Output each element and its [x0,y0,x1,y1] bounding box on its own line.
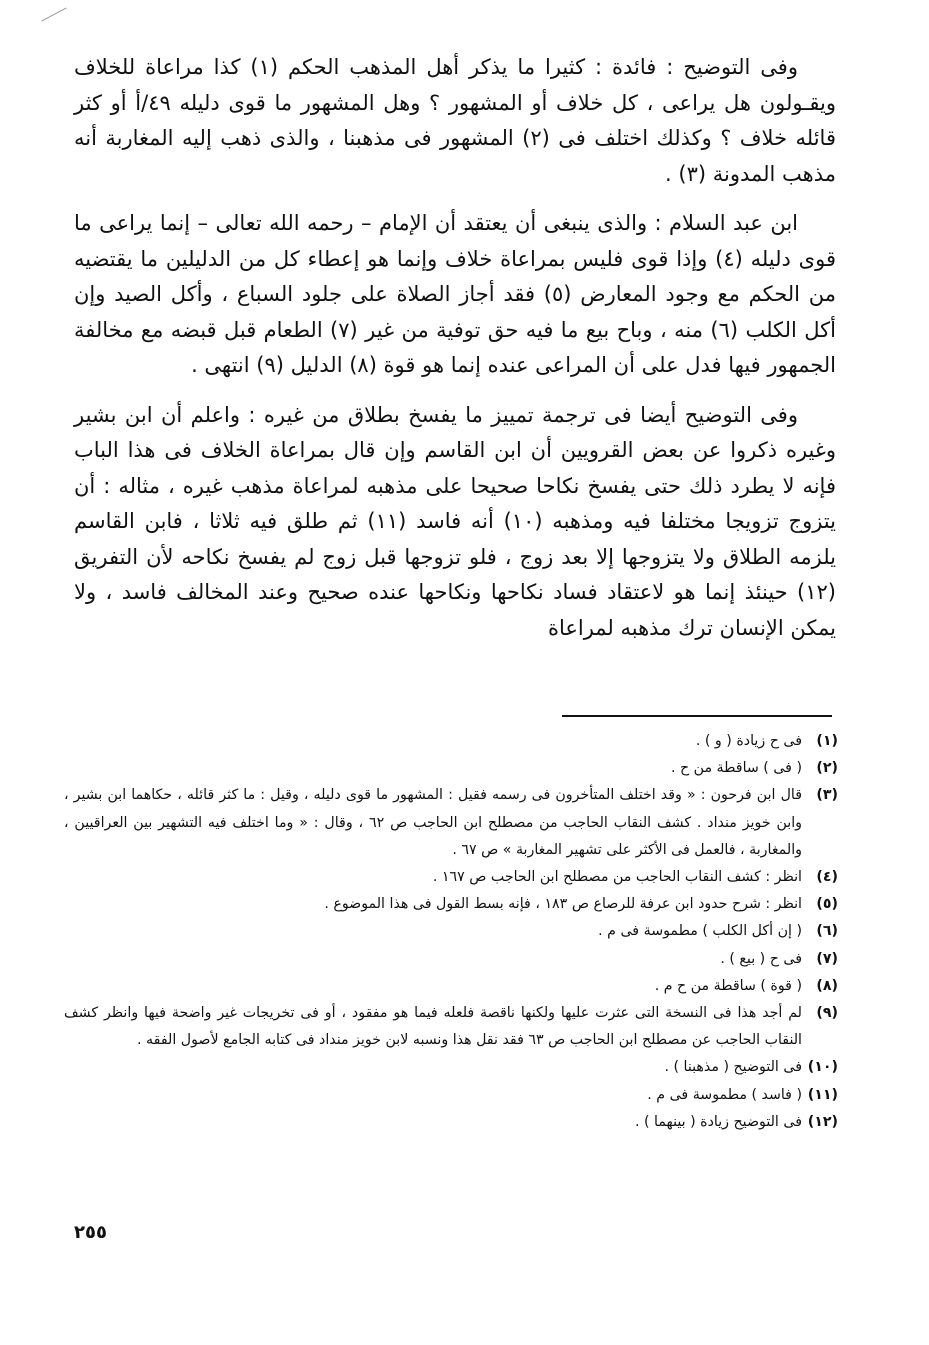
footnote-text: ( فاسد ) مطموسة فى م . [647,1086,802,1103]
footnote-text: ( فى ) ساقطة من ح . [670,760,802,777]
paragraph: وفى التوضيح : فائدة : كثيرا ما يذكر أهل المذهب الحكم (١) كذا مراعاة للخلاف ويقـولون هل يراعى ، كل خلاف أو المشهور ؟ وهل المشهور ما قوى دليله ٤٩/أ أو كثر قائله خلاف ؟ وكذلك اختلف فى (٢) المشهور فى مذهبنا ، والذى ذهب إليه المغاربة أنه مذهب المدونة (٣) . [74,55,836,186]
footnote [64,1054,838,1081]
footnote [64,728,838,755]
footnote [64,1000,838,1054]
footnote-text: فى التوضيح ( مذهبنا ) . [664,1059,802,1076]
footnote-text: انظر : شرح حدود ابن عرفة للرصاع ص ١٨٣ ، فإنه بسط القول فى هذا الموضوع . [324,896,802,913]
footnote [64,918,838,945]
footnote-number: (٩) [816,1005,838,1022]
footnote-number: (٤) [816,869,838,886]
footnote-text: انظر : كشف النقاب الحاجب من مصطلح ابن الحاجب ص ١٦٧ . [432,869,802,886]
footnote [64,1109,838,1136]
scan-mark [41,7,66,21]
footnote-text: قال ابن فرحون : « وقد اختلف المتأخرون فى رسمه فقيل : المشهور ما قوى دليله ، وقيل : ما كثر قائله ، حكاهما ابن بشير ، وابن خويز منداد . كشف النقاب الحاجب من مصطلح ابن الحاجب ص ٦٢ ، وقال : « وما اختلف فيه التشهير بين العراقيين ، والمغاربة ، فالعمل فى الأكثر على تشهير المغاربة » ص ٦٧ . [64,787,802,858]
footnote-number: (٧) [816,950,838,967]
footnote-text: لم أجد هذا فى النسخة التى عثرت عليها ولكنها ناقصة فلعله فيما هو مفقود ، أو فى تخريجات غير واضحة فيها وانظر كشف النقاب الحاجب عن مصطلح ابن الحاجب ص ٦٣ فقد نقل هذا ونسبه لابن خويز منداد فى كتابه الجامع لأصول الفقه . [64,1005,802,1049]
footnote [64,946,838,973]
page-number: ٢٥٥ [74,1222,107,1243]
footnote-separator [562,715,832,717]
footnotes [64,728,838,1136]
footnote [64,864,838,891]
footnote-number: (١٠) [807,1059,838,1076]
footnote [64,782,838,864]
footnote-number: (٣) [816,787,838,804]
footnote [64,755,838,782]
footnote-text: ( قوة ) ساقطة من ح م . [654,977,802,994]
footnote-number: (١٢) [807,1113,838,1130]
footnote [64,891,838,918]
footnote-number: (٢) [816,760,838,777]
footnote-number: (١١) [807,1086,838,1103]
main-text [74,50,836,646]
footnote-number: (٨) [816,977,838,994]
footnote-text: ( إن أكل الكلب ) مطموسة فى م . [598,923,802,940]
footnote [64,973,838,1000]
footnote-text: فى التوضيح زيادة ( بينهما ) . [634,1113,802,1130]
paragraph: وفى التوضيح أيضا فى ترجمة تمييز ما يفسخ بطلاق من غيره : واعلم أن ابن بشير وغيره ذكروا عن بعض القرويين أن ابن القاسم وإن قال بمراعاة الخلاف فى هذا الباب فإنه لا يطرد ذلك حتى يفسخ نكاحا صحيحا على مذهبه لمراعاة مذهب غيره ، مثاله : أن يتزوج تزويجا مختلفا فيه ومذهبه (١٠) أنه فاسد (١١) ثم طلق فيه ثلاثا ، فابن القاسم يلزمه الطلاق ولا يتزوجها إلا بعد زوج ، فلو تزوجها قبل زوج لم يفسخ نكاحه لأن التفريق (١٢) حينئذ إنما هو لاعتقاد فساد نكاحها ونكاحها عنده صحيح وعند المخالف فاسد ، ولا يمكن الإنسان ترك مذهبه لمراعاة [74,402,836,640]
footnote [64,1082,838,1109]
paragraph: ابن عبد السلام : والذى ينبغى أن يعتقد أن الإمام – رحمه الله تعالى – إنما يراعى ما قوى دليله (٤) وإذا قوى فليس بمراعاة خلاف وإنما هو إعطاء كل من الدليلين ما يقتضيه من الحكم مع وجود المعارض (٥) فقد أجاز الصلاة على جلود السباع ، وأكل الصيد وإن أكل الكلب (٦) منه ، وباح بيع ما فيه حق توفية من غير (٧) الطعام قبل قبضه مع مخالفة الجمهور فيها فدل على أن المراعى عنده إنما هو قوة (٨) الدليل (٩) انتهى . [74,211,837,377]
footnote-number: (٥) [816,896,838,913]
footnote-text: فى ح ( بيع ) . [720,950,802,967]
footnote-number: (١) [816,733,838,749]
footnote-text: فى ح زيادة ( و ) . [695,733,802,749]
footnote-number: (٦) [816,923,838,940]
